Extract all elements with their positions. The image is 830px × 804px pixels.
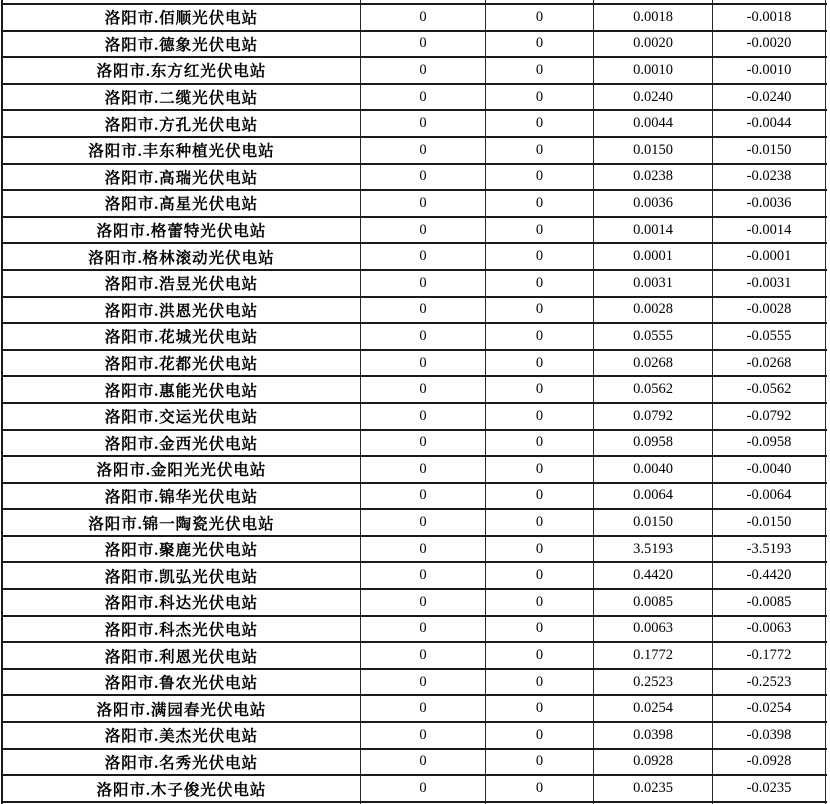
positive-deviation-cell: 0.0555 xyxy=(594,324,713,349)
value-2-cell: 0 xyxy=(486,244,594,269)
table-row xyxy=(3,111,827,138)
value-2-cell: 0 xyxy=(486,191,594,216)
value-2-cell: 0 xyxy=(486,324,594,349)
station-name-cell: 洛阳市.木子俊光伏电站 xyxy=(3,776,361,801)
negative-deviation-cell: -0.0254 xyxy=(713,696,826,721)
positive-deviation-cell: 0.0562 xyxy=(594,377,713,402)
value-1-cell: 0 xyxy=(361,111,486,136)
negative-deviation-cell: -0.0150 xyxy=(713,138,826,163)
negative-deviation-cell: -0.0014 xyxy=(713,218,826,243)
station-name-cell: 洛阳市.花都光伏电站 xyxy=(3,351,361,376)
negative-deviation-cell: -0.0010 xyxy=(713,58,826,83)
station-name-cell: 洛阳市.浩昱光伏电站 xyxy=(3,271,361,296)
value-2-cell: 0 xyxy=(486,271,594,296)
table-row xyxy=(3,563,827,590)
partial-cell xyxy=(3,0,361,3)
partial-cell xyxy=(594,0,713,3)
station-name-cell: 洛阳市.金阳光光伏电站 xyxy=(3,457,361,482)
table-row xyxy=(3,32,827,59)
value-1-cell: 0 xyxy=(361,590,486,615)
positive-deviation-cell: 0.0064 xyxy=(594,484,713,509)
table-row xyxy=(3,324,827,351)
value-2-cell: 0 xyxy=(486,404,594,429)
negative-deviation-cell: -0.0040 xyxy=(713,457,826,482)
positive-deviation-cell: 0.0150 xyxy=(594,138,713,163)
value-1-cell: 0 xyxy=(361,670,486,695)
value-1-cell: 0 xyxy=(361,191,486,216)
positive-deviation-cell: 0.0010 xyxy=(594,58,713,83)
value-2-cell: 0 xyxy=(486,85,594,110)
table-body xyxy=(3,5,827,803)
value-2-cell: 0 xyxy=(486,351,594,376)
value-1-cell: 0 xyxy=(361,617,486,642)
table-row xyxy=(3,404,827,431)
negative-deviation-cell: -0.2523 xyxy=(713,670,826,695)
negative-deviation-cell: -0.0555 xyxy=(713,324,826,349)
value-1-cell: 0 xyxy=(361,351,486,376)
positive-deviation-cell: 0.0085 xyxy=(594,590,713,615)
positive-deviation-cell: 0.0268 xyxy=(594,351,713,376)
station-name-cell: 洛阳市.二缆光伏电站 xyxy=(3,85,361,110)
negative-deviation-cell: -0.0085 xyxy=(713,590,826,615)
positive-deviation-cell: 0.0014 xyxy=(594,218,713,243)
station-name-cell: 洛阳市.格林滚动光伏电站 xyxy=(3,244,361,269)
table-row xyxy=(3,165,827,192)
value-1-cell: 0 xyxy=(361,723,486,748)
station-name-cell: 洛阳市.高星光伏电站 xyxy=(3,191,361,216)
station-name-cell: 洛阳市.科达光伏电站 xyxy=(3,590,361,615)
negative-deviation-cell: -0.0031 xyxy=(713,271,826,296)
value-2-cell: 0 xyxy=(486,111,594,136)
positive-deviation-cell: 0.0040 xyxy=(594,457,713,482)
value-2-cell: 0 xyxy=(486,218,594,243)
positive-deviation-cell: 0.0398 xyxy=(594,723,713,748)
table-row xyxy=(3,58,827,85)
table-row xyxy=(3,298,827,325)
value-1-cell: 0 xyxy=(361,563,486,588)
negative-deviation-cell: -0.0063 xyxy=(713,617,826,642)
station-name-cell: 洛阳市.洪恩光伏电站 xyxy=(3,298,361,323)
value-2-cell: 0 xyxy=(486,484,594,509)
value-2-cell: 0 xyxy=(486,58,594,83)
table-row xyxy=(3,776,827,803)
value-1-cell: 0 xyxy=(361,510,486,535)
value-1-cell: 0 xyxy=(361,32,486,57)
station-name-cell: 洛阳市.满园春光伏电站 xyxy=(3,696,361,721)
station-name-cell: 洛阳市.格蕾特光伏电站 xyxy=(3,218,361,243)
table-row xyxy=(3,457,827,484)
positive-deviation-cell: 0.0240 xyxy=(594,85,713,110)
value-2-cell: 0 xyxy=(486,431,594,456)
table-row xyxy=(3,750,827,777)
negative-deviation-cell: -0.0036 xyxy=(713,191,826,216)
negative-deviation-cell: -0.0958 xyxy=(713,431,826,456)
station-name-cell: 洛阳市.聚鹿光伏电站 xyxy=(3,537,361,562)
positive-deviation-cell: 0.0036 xyxy=(594,191,713,216)
positive-deviation-cell: 0.0150 xyxy=(594,510,713,535)
station-name-cell: 洛阳市.花城光伏电站 xyxy=(3,324,361,349)
value-2-cell: 0 xyxy=(486,298,594,323)
positive-deviation-cell: 0.0001 xyxy=(594,244,713,269)
value-1-cell: 0 xyxy=(361,5,486,30)
negative-deviation-cell: -0.0018 xyxy=(713,5,826,30)
table-row xyxy=(3,85,827,112)
negative-deviation-cell: -0.0001 xyxy=(713,244,826,269)
negative-deviation-cell: -0.0044 xyxy=(713,111,826,136)
value-2-cell: 0 xyxy=(486,165,594,190)
negative-deviation-cell: -0.0150 xyxy=(713,510,826,535)
value-2-cell: 0 xyxy=(486,723,594,748)
positive-deviation-cell: 0.0063 xyxy=(594,617,713,642)
value-2-cell: 0 xyxy=(486,563,594,588)
value-2-cell: 0 xyxy=(486,32,594,57)
value-1-cell: 0 xyxy=(361,165,486,190)
partial-cell xyxy=(486,0,594,3)
value-2-cell: 0 xyxy=(486,670,594,695)
value-1-cell: 0 xyxy=(361,298,486,323)
station-name-cell: 洛阳市.交运光伏电站 xyxy=(3,404,361,429)
negative-deviation-cell: -0.0064 xyxy=(713,484,826,509)
station-name-cell: 洛阳市.凯弘光伏电站 xyxy=(3,563,361,588)
station-name-cell: 洛阳市.锦一陶瓷光伏电站 xyxy=(3,510,361,535)
value-1-cell: 0 xyxy=(361,776,486,801)
positive-deviation-cell: 0.0254 xyxy=(594,696,713,721)
positive-deviation-cell: 0.0928 xyxy=(594,750,713,775)
positive-deviation-cell: 0.0792 xyxy=(594,404,713,429)
station-name-cell: 洛阳市.科杰光伏电站 xyxy=(3,617,361,642)
value-1-cell: 0 xyxy=(361,750,486,775)
value-1-cell: 0 xyxy=(361,431,486,456)
station-name-cell: 洛阳市.方孔光伏电站 xyxy=(3,111,361,136)
value-2-cell: 0 xyxy=(486,510,594,535)
value-1-cell: 0 xyxy=(361,244,486,269)
negative-deviation-cell: -0.0792 xyxy=(713,404,826,429)
station-name-cell: 洛阳市.佰顺光伏电站 xyxy=(3,5,361,30)
negative-deviation-cell: -0.0928 xyxy=(713,750,826,775)
value-2-cell: 0 xyxy=(486,377,594,402)
value-1-cell: 0 xyxy=(361,696,486,721)
negative-deviation-cell: -0.0028 xyxy=(713,298,826,323)
value-2-cell: 0 xyxy=(486,696,594,721)
value-2-cell: 0 xyxy=(486,617,594,642)
negative-deviation-cell: -3.5193 xyxy=(713,537,826,562)
positive-deviation-cell: 0.0020 xyxy=(594,32,713,57)
station-name-cell: 洛阳市.丰东种植光伏电站 xyxy=(3,138,361,163)
value-2-cell: 0 xyxy=(486,590,594,615)
table-row xyxy=(3,537,827,564)
table-row xyxy=(3,351,827,378)
table-row xyxy=(3,244,827,271)
value-2-cell: 0 xyxy=(486,457,594,482)
table-row xyxy=(3,643,827,670)
value-1-cell: 0 xyxy=(361,218,486,243)
table-row xyxy=(3,723,827,750)
positive-deviation-cell: 0.0958 xyxy=(594,431,713,456)
positive-deviation-cell: 0.0044 xyxy=(594,111,713,136)
table-row xyxy=(3,191,827,218)
negative-deviation-cell: -0.0268 xyxy=(713,351,826,376)
negative-deviation-cell: -0.0398 xyxy=(713,723,826,748)
positive-deviation-cell: 0.0018 xyxy=(594,5,713,30)
positive-deviation-cell: 0.0031 xyxy=(594,271,713,296)
value-2-cell: 0 xyxy=(486,776,594,801)
table-row xyxy=(3,377,827,404)
partial-cell xyxy=(713,0,826,3)
value-1-cell: 0 xyxy=(361,643,486,668)
station-name-cell: 洛阳市.利恩光伏电站 xyxy=(3,643,361,668)
power-station-table xyxy=(1,0,827,804)
positive-deviation-cell: 0.1772 xyxy=(594,643,713,668)
positive-deviation-cell: 0.0238 xyxy=(594,165,713,190)
negative-deviation-cell: -0.0562 xyxy=(713,377,826,402)
station-name-cell: 洛阳市.东方红光伏电站 xyxy=(3,58,361,83)
station-name-cell: 洛阳市.德象光伏电站 xyxy=(3,32,361,57)
value-1-cell: 0 xyxy=(361,377,486,402)
negative-deviation-cell: -0.0235 xyxy=(713,776,826,801)
value-1-cell: 0 xyxy=(361,404,486,429)
table-row xyxy=(3,5,827,32)
station-name-cell: 洛阳市.美杰光伏电站 xyxy=(3,723,361,748)
value-1-cell: 0 xyxy=(361,58,486,83)
table-row xyxy=(3,617,827,644)
value-2-cell: 0 xyxy=(486,5,594,30)
positive-deviation-cell: 0.2523 xyxy=(594,670,713,695)
value-1-cell: 0 xyxy=(361,484,486,509)
value-1-cell: 0 xyxy=(361,457,486,482)
station-name-cell: 洛阳市.鲁农光伏电站 xyxy=(3,670,361,695)
table-row xyxy=(3,218,827,245)
value-1-cell: 0 xyxy=(361,324,486,349)
positive-deviation-cell: 0.0235 xyxy=(594,776,713,801)
negative-deviation-cell: -0.0240 xyxy=(713,85,826,110)
table-row xyxy=(3,271,827,298)
negative-deviation-cell: -0.0020 xyxy=(713,32,826,57)
value-1-cell: 0 xyxy=(361,138,486,163)
negative-deviation-cell: -0.1772 xyxy=(713,643,826,668)
table-row xyxy=(3,484,827,511)
value-1-cell: 0 xyxy=(361,85,486,110)
negative-deviation-cell: -0.0238 xyxy=(713,165,826,190)
station-name-cell: 洛阳市.锦华光伏电站 xyxy=(3,484,361,509)
table-row xyxy=(3,590,827,617)
value-1-cell: 0 xyxy=(361,537,486,562)
positive-deviation-cell: 3.5193 xyxy=(594,537,713,562)
table-row xyxy=(3,431,827,458)
positive-deviation-cell: 0.4420 xyxy=(594,563,713,588)
station-name-cell: 洛阳市.惠能光伏电站 xyxy=(3,377,361,402)
table-row xyxy=(3,670,827,697)
value-2-cell: 0 xyxy=(486,138,594,163)
station-name-cell: 洛阳市.金西光伏电站 xyxy=(3,431,361,456)
value-2-cell: 0 xyxy=(486,537,594,562)
positive-deviation-cell: 0.0028 xyxy=(594,298,713,323)
station-name-cell: 洛阳市.名秀光伏电站 xyxy=(3,750,361,775)
table-row xyxy=(3,510,827,537)
table-row xyxy=(3,696,827,723)
value-2-cell: 0 xyxy=(486,750,594,775)
station-name-cell: 洛阳市.高瑞光伏电站 xyxy=(3,165,361,190)
partial-cell xyxy=(361,0,486,3)
table-row xyxy=(3,138,827,165)
value-1-cell: 0 xyxy=(361,271,486,296)
value-2-cell: 0 xyxy=(486,643,594,668)
negative-deviation-cell: -0.4420 xyxy=(713,563,826,588)
